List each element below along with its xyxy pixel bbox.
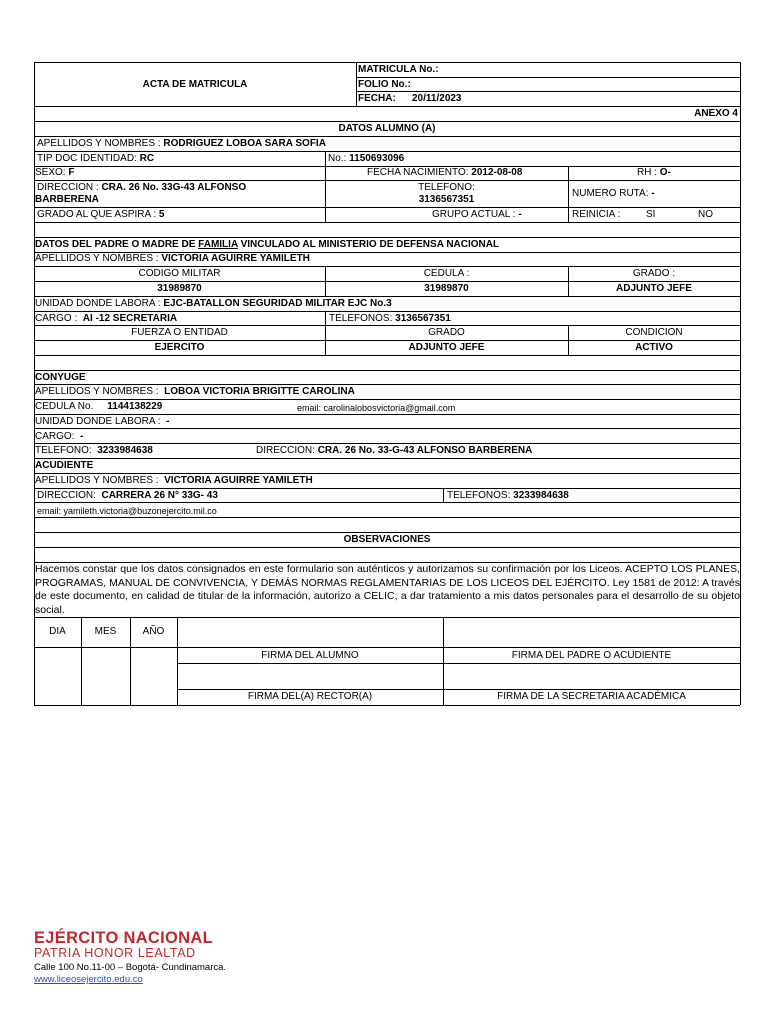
condicion-value: ACTIVO xyxy=(635,342,673,353)
telefono-label: TELEFONO: xyxy=(418,182,475,193)
padre-grado2-value: ADJUNTO JEFE xyxy=(408,342,485,353)
rh-field: RH : O- xyxy=(637,167,671,178)
reinicia-label: REINICIA : xyxy=(572,209,621,220)
conyuge-unidad-field: UNIDAD DONDE LABORA : - xyxy=(35,416,170,427)
conyuge-telefono-field: TELEFONO: 3233984638 xyxy=(35,445,153,456)
acudiente-section-title: ACUDIENTE xyxy=(35,460,94,471)
matricula-label: MATRICULA No.: xyxy=(358,64,439,75)
tipdoc-field: TIP DOC IDENTIDAD: RC xyxy=(37,153,155,164)
firma-padre-label: FIRMA DEL PADRE O ACUDIENTE xyxy=(511,650,672,661)
padre-unidad-row: UNIDAD DONDE LABORA : EJC-BATALLON SEGURIDAD MILITAR EJC No.3 xyxy=(35,298,392,309)
sexo-field: SEXO: F xyxy=(35,167,75,178)
anexo-label: ANEXO 4 xyxy=(694,108,738,119)
observaciones-text: Hacemos constar que los datos consignados en este formulario son auténticos y autorizamos su confirmación por los Liceos. ACEPTO LOS PLANES, PROGRAMAS, MANUAL DE CONVIVENCIA, Y DEMÁS NORMAS REGLAMENTARIAS DE LOS LICEOS DEL EJÉRCITO. Ley 1581 de 2012: A través de este documento, en calidad de titular de la información, autorizo a CELIC, a dar tratamiento a mis datos personales para el desarrollo de su objeto social. xyxy=(35,563,740,616)
firma-secretaria-label: FIRMA DE LA SECRETARIA ACADÉMICA xyxy=(497,691,686,702)
footer-website-link[interactable]: www.liceosejercito.edu.co xyxy=(34,974,143,985)
acudiente-telefonos-field: TELEFONOS: 3233984638 xyxy=(447,490,569,501)
padre-grado-label: GRADO : xyxy=(632,268,676,279)
firma-alumno-label: FIRMA DEL ALUMNO xyxy=(261,650,359,661)
fuerza-label: FUERZA O ENTIDAD xyxy=(131,327,228,338)
folio-label: FOLIO No.: xyxy=(358,79,411,90)
footer-address: Calle 100 No.11-00 – Bogotá- Cundinamarca. xyxy=(34,962,227,973)
numero-ruta-field: NUMERO RUTA: - xyxy=(572,188,655,199)
acudiente-nombres-row: APELLIDOS Y NOMBRES : VICTORIA AGUIRRE YAMILETH xyxy=(35,475,313,486)
padre-cedula-value: 31989870 xyxy=(424,283,469,294)
reinicia-no: NO xyxy=(698,209,713,220)
form-title: ACTA DE MATRICULA xyxy=(142,79,248,90)
padre-grado-value: ADJUNTO JEFE xyxy=(616,283,692,294)
conyuge-direccion-field: DIRECCION: CRA. 26 No. 33-G-43 ALFONSO BARBERENA xyxy=(256,445,533,456)
fecha-label: FECHA: xyxy=(358,93,396,104)
fecha-nacimiento-field: FECHA NACIMIENTO: 2012-08-08 xyxy=(367,167,523,178)
direccion-field-cont: BARBERENA xyxy=(35,194,99,205)
ejercito-logo-title: EJÉRCITO NACIONAL xyxy=(34,929,213,947)
grado-aspira-field: GRADO AL QUE ASPIRA : 5 xyxy=(37,209,165,220)
documento-no-field: No.: 1150693096 xyxy=(328,153,405,164)
acudiente-email-field: email: yamileth.victoria@buzonejercito.mil.co xyxy=(37,506,217,516)
grupo-actual-field: GRUPO ACTUAL : - xyxy=(432,209,522,220)
reinicia-si: SI xyxy=(646,209,656,220)
dia-label: DIA xyxy=(49,626,66,637)
padre-cedula-label: CEDULA : xyxy=(423,268,470,279)
padre-grado2-label: GRADO xyxy=(428,327,465,338)
fecha-value: 20/11/2023 xyxy=(412,93,462,104)
alumno-section-title: DATOS ALUMNO (A) xyxy=(338,123,436,134)
padre-section-title: DATOS DEL PADRE O MADRE DE FAMILIA VINCULADO AL MINISTERIO DE DEFENSA NACIONAL xyxy=(35,239,500,250)
padre-nombres-row: APELLIDOS Y NOMBRES : VICTORIA AGUIRRE YAMILETH xyxy=(35,253,310,264)
ejercito-logo-motto: PATRIA HONOR LEALTAD xyxy=(34,946,196,960)
fuerza-value: EJERCITO xyxy=(154,342,205,353)
observaciones-title: OBSERVACIONES xyxy=(343,534,431,545)
alumno-nombres-row: APELLIDOS Y NOMBRES : RODRIGUEZ LOBOA SARA SOFIA xyxy=(37,138,326,149)
mes-label: MES xyxy=(94,626,117,637)
alumno-nombres-value: RODRIGUEZ LOBOA SARA SOFIA xyxy=(163,138,326,149)
conyuge-nombres-row: APELLIDOS Y NOMBRES : LOBOA VICTORIA BRIGITTE CAROLINA xyxy=(35,386,355,397)
conyuge-cedula-field: CEDULA No. 1144138229 xyxy=(35,401,163,412)
conyuge-email-field: email: carolinalobosvictoria@gmail.com xyxy=(297,403,456,413)
acudiente-direccion-field: DIRECCION: CARRERA 26 N° 33G- 43 xyxy=(37,490,218,501)
codigo-militar-label: CODIGO MILITAR xyxy=(138,268,221,279)
padre-cargo-field: CARGO : AI -12 SECRETARIA xyxy=(35,313,178,324)
conyuge-cargo-field: CARGO: - xyxy=(35,431,84,442)
codigo-militar-value: 31989870 xyxy=(157,283,202,294)
firma-rector-label: FIRMA DEL(A) RECTOR(A) xyxy=(247,691,373,702)
telefono-value: 3136567351 xyxy=(418,194,475,205)
conyuge-section-title: CONYUGE xyxy=(35,372,86,383)
condicion-label: CONDICION xyxy=(625,327,683,338)
padre-telefonos-field: TELEFONOS: 3136567351 xyxy=(329,313,451,324)
ano-label: AÑO xyxy=(142,626,165,637)
direccion-field: DIRECCION : CRA. 26 No. 33G-43 ALFONSO xyxy=(37,182,247,193)
